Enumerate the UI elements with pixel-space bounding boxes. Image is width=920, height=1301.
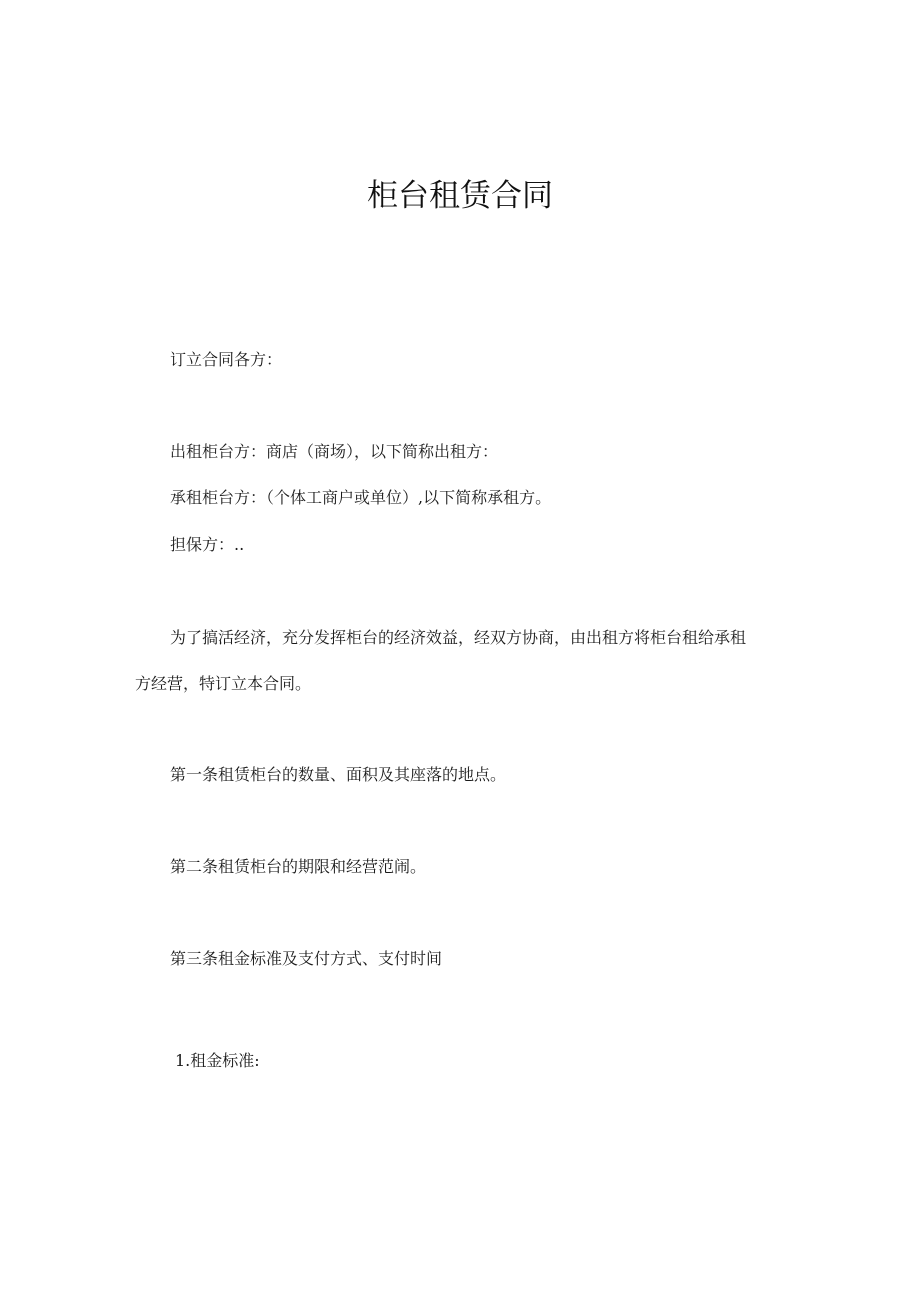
parties-heading: 订立合同各方： xyxy=(170,350,283,369)
article-1: 第一条租赁柜台的数量、面积及其座落的地点。 xyxy=(170,765,507,784)
guarantor-line: 担保方：.. xyxy=(170,535,245,554)
article-2: 第二条租赁柜台的期限和经营范闹。 xyxy=(170,857,427,876)
purpose-paragraph-line1: 为了搞活经济，充分发挥柜台的经济效益，经双方协商，由出租方将柜台租给承租 xyxy=(170,628,747,647)
lessee-line: 承租柜台方：（个体工商户或单位）,以下简称承租方。 xyxy=(170,488,552,507)
document-title: 柜台租赁合同 xyxy=(367,178,553,214)
article-3-item-1: 1.租金标准: xyxy=(175,1051,260,1070)
lessor-line: 出租柜台方：商店（商场），以下简称出租方： xyxy=(170,442,499,461)
article-3: 第三条租金标准及支付方式、支付时间 xyxy=(170,949,443,968)
purpose-paragraph-line2: 方经营，特订立本合同。 xyxy=(135,674,312,693)
